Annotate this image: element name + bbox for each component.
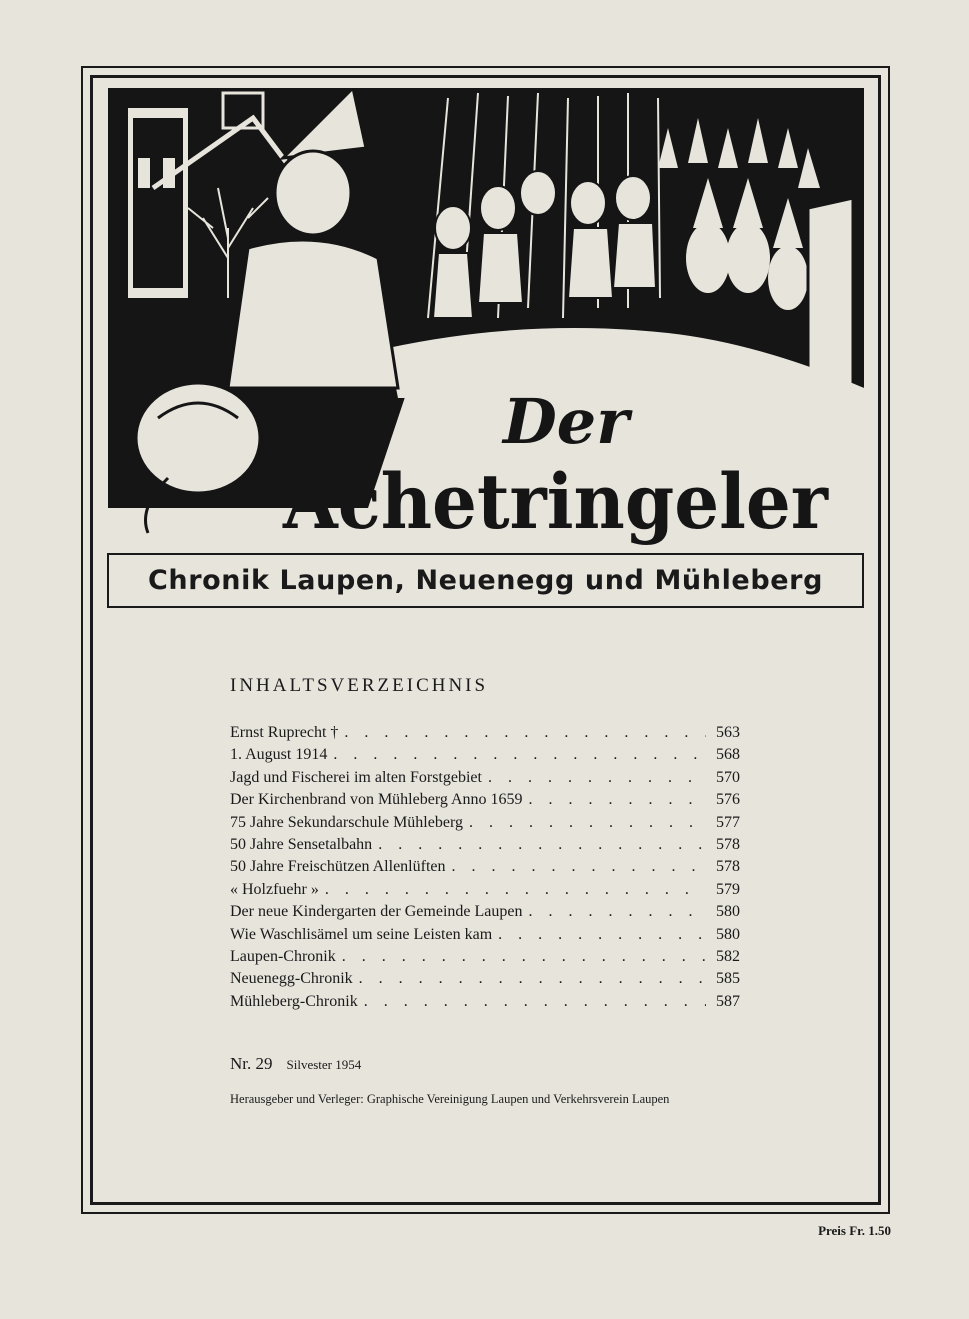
toc-entry bbox=[230, 901, 740, 923]
toc-leader bbox=[528, 901, 706, 923]
toc-leader bbox=[378, 834, 706, 856]
toc-entry bbox=[230, 789, 740, 811]
toc-entry-page: 580 bbox=[716, 925, 740, 943]
toc-leader bbox=[342, 946, 706, 968]
publisher-line: Herausgeber und Verleger: Graphische Vereinigung Laupen und Verkehrsverein Laupen bbox=[230, 1092, 670, 1106]
toc-entry bbox=[230, 946, 740, 968]
toc-leader bbox=[364, 991, 706, 1013]
subtitle-box bbox=[107, 553, 864, 608]
toc-leader bbox=[488, 767, 706, 789]
toc-leader bbox=[529, 789, 706, 811]
toc-entry bbox=[230, 767, 740, 789]
toc-entry-page: 579 bbox=[716, 880, 740, 898]
toc-entry bbox=[230, 991, 740, 1013]
toc-entry-title: Wie Waschlisämel um seine Leisten kam bbox=[230, 925, 493, 943]
toc-entry-title: Der neue Kindergarten der Gemeinde Laupen bbox=[230, 903, 523, 921]
toc-entry-title: Laupen-Chronik bbox=[230, 948, 336, 966]
toc-entry bbox=[230, 856, 740, 878]
toc-entry-page: 585 bbox=[716, 970, 740, 988]
issue-date: Silvester 1954 bbox=[286, 1057, 362, 1072]
toc-entry bbox=[230, 722, 740, 744]
toc-entry-title: 1. August 1914 bbox=[230, 746, 328, 764]
toc-entry bbox=[230, 812, 740, 834]
masthead-title-line2: Achetringeler bbox=[282, 457, 829, 546]
toc-entry-page: 580 bbox=[716, 903, 740, 921]
pillar bbox=[808, 198, 853, 388]
issue-info bbox=[230, 1054, 361, 1074]
toc-entry bbox=[230, 924, 740, 946]
toc-entry-page: 577 bbox=[716, 813, 740, 831]
toc-entry-title: 50 Jahre Freischützen Allenlüften bbox=[230, 858, 446, 876]
toc-entry-page: 582 bbox=[716, 948, 740, 966]
subtitle: Chronik Laupen, Neuenegg und Mühleberg bbox=[147, 565, 824, 596]
toc-entry-title: Der Kirchenbrand von Mühleberg Anno 1659 bbox=[230, 791, 523, 809]
toc-entry-page: 578 bbox=[716, 858, 740, 876]
toc-entry-page: 587 bbox=[716, 992, 740, 1010]
issue-number: Nr. 29 bbox=[230, 1054, 273, 1073]
toc-entry bbox=[230, 879, 740, 901]
masthead-title-line1: Der bbox=[503, 385, 629, 458]
toc-entry-title: 75 Jahre Sekundarschule Mühleberg bbox=[230, 813, 463, 831]
price: Preis Fr. 1.50 bbox=[818, 1223, 891, 1238]
toc-leader bbox=[359, 968, 706, 990]
toc-entry-title: Neuenegg-Chronik bbox=[230, 970, 353, 988]
toc-entry-page: 578 bbox=[716, 836, 740, 854]
table-of-contents bbox=[230, 722, 740, 1013]
toc-entry-title: Jagd und Fischerei im alten Forstgebiet bbox=[230, 768, 482, 786]
toc-leader bbox=[344, 722, 706, 744]
toc-leader bbox=[452, 856, 707, 878]
toc-entry-title: « Holzfuehr » bbox=[230, 880, 319, 898]
toc-entry-page: 568 bbox=[716, 746, 740, 764]
toc-heading: INHALTSVERZEICHNIS bbox=[230, 675, 489, 696]
toc-leader bbox=[333, 744, 706, 766]
toc-entry-title: 50 Jahre Sensetalbahn bbox=[230, 836, 373, 854]
toc-leader bbox=[469, 812, 706, 834]
toc-entry-page: 563 bbox=[716, 724, 740, 741]
toc-entry-page: 570 bbox=[716, 768, 740, 786]
toc-entry-title: Mühleberg-Chronik bbox=[230, 992, 358, 1010]
toc-entry bbox=[230, 834, 740, 856]
toc-entry-page: 576 bbox=[716, 791, 740, 809]
toc-leader bbox=[498, 924, 706, 946]
toc-entry-title: Ernst Ruprecht † bbox=[230, 724, 339, 741]
toc-leader bbox=[325, 879, 706, 901]
toc-entry bbox=[230, 968, 740, 990]
toc-entry bbox=[230, 744, 740, 766]
cover-illustration bbox=[108, 88, 864, 548]
